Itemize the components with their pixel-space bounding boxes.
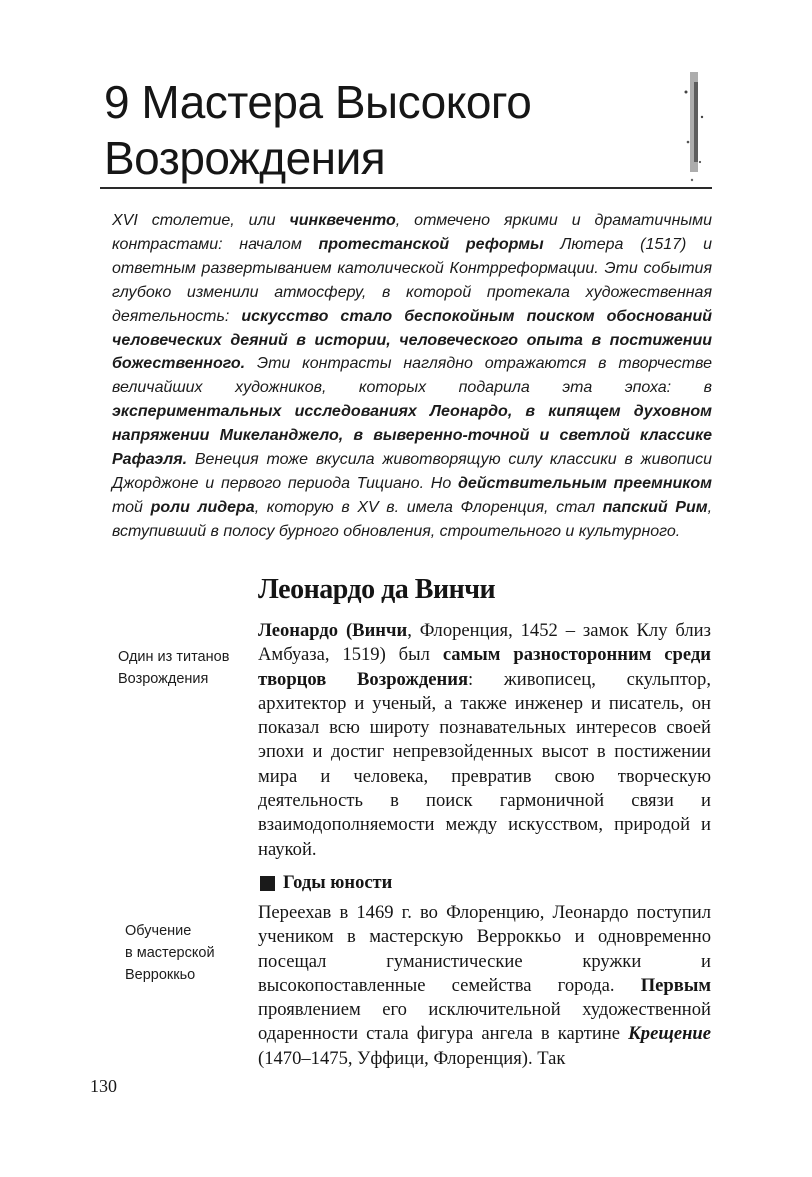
- text-run: Эти контрасты наглядно отражаются в творчестве величайших художников, которых подарила эта эпоха: в: [112, 355, 712, 397]
- margin-note-training-line1: Обучение: [125, 923, 192, 939]
- body-paragraph-1: [258, 619, 711, 862]
- margin-note-training-line3: Верроккьо: [125, 967, 196, 983]
- text-run: Леонардо (Винчи: [258, 620, 408, 641]
- chapter-title: [104, 74, 664, 186]
- text-run: Венеция тоже вкусила животворящую силу классики в живописи Джорджоне и первого периода Тициано. Но: [112, 451, 712, 492]
- text-run: (1470–1475, Уффици, Флоренция). Так: [258, 1047, 566, 1069]
- text-run: действительным преемником: [458, 474, 712, 492]
- title-divider: [100, 187, 712, 189]
- text-run: папский Рим: [602, 498, 708, 516]
- text-run: чинквеченто: [289, 212, 396, 229]
- margin-note-training-line2: в мастерской: [125, 945, 215, 961]
- chapter-title-line2: Возрождения: [104, 132, 386, 184]
- text-run: Крещение: [628, 1023, 711, 1045]
- text-run: Лютера (1517) и ответным развертыванием католической Контрреформации. Эти события глубоко изменили атмосферу, в которой протекала художественная деятельность:: [112, 235, 712, 325]
- text-run: экспериментальных исследованиях Леонардо, в кипящем духовном напряжении Микеланджело, в выверенно-точной и светлой классике Рафаэля.: [112, 403, 712, 469]
- margin-note-titans: Один из титанов Возрождения: [118, 649, 230, 687]
- text-run: , которую в XV в. имела Флоренция, стал: [254, 498, 603, 516]
- scan-artifact: [676, 62, 710, 192]
- text-run: XVI столетие, или: [112, 212, 290, 229]
- section-title: Леонардо да Винчи: [258, 574, 496, 605]
- text-run: , отмечено яркими и драматичными контрастами: началом: [112, 212, 713, 253]
- text-run: той: [112, 498, 151, 516]
- subsection-heading: [260, 873, 392, 894]
- text-run: Первым: [640, 974, 711, 996]
- margin-note-training: [125, 920, 245, 986]
- text-run: Переехав в 1469 г. во Флоренцию, Леонардо поступил учеником в мастерскую Верроккьо и одновременно посещал гуманистические кружки и высокопоставленные семейства города.: [258, 902, 711, 996]
- text-run: протестанской реформы: [318, 235, 544, 253]
- square-bullet-icon: [260, 876, 275, 891]
- subsection-title: Годы юности: [283, 873, 393, 893]
- body-paragraph-2: [258, 901, 711, 1071]
- chapter-title-line1: 9 Мастера Высокого: [104, 76, 532, 128]
- text-run: самым разносторонним среди творцов Возрождения: [258, 644, 711, 690]
- text-run: : живописец, скульптор, архитектор и ученый, а также инженер и писатель, он показал всю широту познавательных интересов своей эпохи и достиг непревзойденных высот в постижении мира и человека, превратив свою творческую деятельность в поиск гармоничной связи и взаимодополняемости между искусством, природой и наукой.: [258, 668, 711, 860]
- page-number: 130: [90, 1076, 117, 1096]
- text-run: , вступивший в полосу бурного обновления, строительного и культурного.: [112, 498, 713, 540]
- text-run: проявлением его исключительной художественной одаренности стала фигура ангела в картине: [258, 999, 711, 1045]
- chapter-intro: [112, 209, 712, 544]
- text-run: , Флоренция, 1452 – замок Клу близ Амбуаза, 1519) был: [258, 620, 711, 666]
- text-run: роли лидера: [150, 498, 255, 516]
- text-run: искусство стало беспокойным поиском обоснований человеческих деяний в истории, человеческого опыта в постижении божественного.: [112, 307, 712, 373]
